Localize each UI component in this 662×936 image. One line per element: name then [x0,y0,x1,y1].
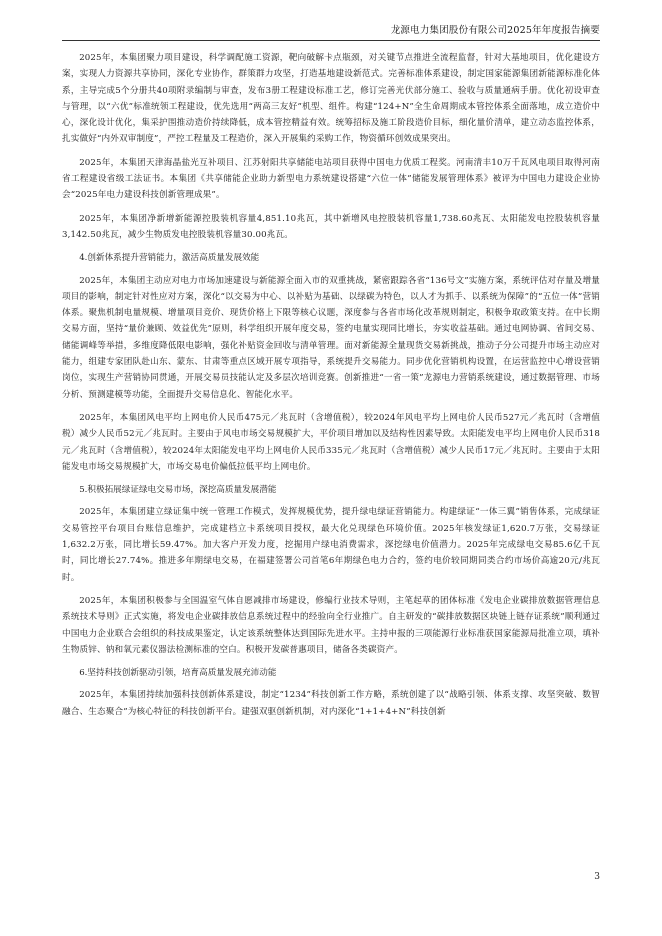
section-heading-green-certificates: 5.积极拓展绿证绿电交易市场，深挖高质量发展潜能 [79,485,277,496]
paragraph-marketing-system: 2025年，本集团主动应对电力市场加速建设与新能源全面入市的双重挑战，紧密跟踪各省“136号文”实施方案，系统评估对存量及增量项目的影响，制定针对性应对方案，深化“以交易为中心、以补贴为基础、以绿碳为特色，以人才为抓手、以系统为保障”的“五位一体”营销体系。聚焦机制电量规模、增量项目竞价、现货价格上下限等核心议题，深度参与各省市场化改革规则制定，积极争取政策支持。在中长期交易方面，坚持“量价兼顾、效益优先”原则，科学组织开展年度交易，签约电量实现同比增长，夯实收益基础。通过电网协调、省间交易、储能调峰等举措，多维度降低限电影响，强化补贴资金回收与清单管理。面对新能源全量现货交易新挑战，推动子分公司提升市场主动应对能力，组建专家团队赴山东、蒙东、甘肃等重点区域开展专项指导，系统提升交易能力。同步优化营销机构设置，在运营监控中心增设营销岗位，实现生产营销协同贯通，开展交易员技能认定及多层次培训竞赛。创新推进“一省一策”龙源电力营销系统建设，通过数据管理、市场分析、预测建模等功能，全面提升交易信息化、智能化水平。 [62,275,600,400]
header-divider [62,40,600,41]
section-heading-innovation: 6.坚持科技创新驱动引领，培育高质量发展充沛动能 [79,668,277,679]
paragraph-innovation: 2025年，本集团持续加强科技创新体系建设，制定“1234”科技创新工作方略，系统创建了以“战略引领、体系支撑、攻坚突破、数智融合、生态聚合”为核心特征的科技创新平台。建强双驱创新机制，对内深化“1+1+4+N”科技创新 [62,690,600,717]
report-header-title: 龙源电力集团股份有限公司2025年年度报告摘要 [390,25,600,36]
paragraph-quality-awards: 2025年，本集团天津海晶盐光互补项目、江苏射阳共享储能电站项目获得中国电力优质工程奖。河南清丰10万千瓦风电项目取得河南省工程建设省级工法证书。本集团《共享储能企业助力新型电力系统建设搭建“六位一体”储能发展管理体系》被评为中国电力建设企业协会“2025年电力建设科技创新管理成果”。 [62,157,600,201]
page-content [62,50,600,727]
page-number: 3 [594,872,600,882]
paragraph-tariff: 2025年，本集团风电平均上网电价人民币475元／兆瓦时（含增值税），较2024年风电平均上网电价人民币527元／兆瓦时（含增值税）减少人民币52元／兆瓦时。主要由于风电市场交易规模扩大，平价项目增加以及结构性因素导致。太阳能发电平均上网电价人民币318元／兆瓦时（含增值税），较2024年太阳能发电平均上网电价人民币335元／兆瓦时（含增值税）减少人民币17元／兆瓦时。主要由于太阳能发电市场交易规模扩大，市场交易电价偏低拉低平均上网电价。 [62,412,600,472]
section-heading-marketing: 4.创新体系提升营销能力，激活高质量发展效能 [79,253,260,264]
paragraph-carbon-market: 2025年，本集团积极参与全国温室气体自愿减排市场建设，修编行业技术导则，主笔起草的团体标准《发电企业碳排放数据管理信息系统技术导则》正式实施，将发电企业碳排放信息系统过程中的经验向全行业推广。自主研发的“碳排放数据区块链上链存证系统”顺利通过中国电力企业联合会组织的科技成果鉴定，认定该系统整体达到国际先进水平。主持申报的三项能源行业标准获国家能源局批准立项，填补生物质锌、钠和氧元素仪器法检测标准的空白。积极开发碳普惠项目，储备各类碳资产。 [62,595,600,655]
paragraph-installed-capacity: 2025年，本集团净新增新能源控股装机容量4,851.10兆瓦，其中新增风电控股装机容量1,738.60兆瓦、太阳能发电控股装机容量3,142.50兆瓦，减少生物质发电控股装机容量30.00兆瓦。 [62,213,600,240]
paragraph-green-certificates: 2025年，本集团建立绿证集中统一管理工作模式，发挥规模优势，提升绿电绿证营销能力。构建绿证“一体三翼”销售体系，完成绿证交易管控平台项目台账信息维护，完成建档立卡系统项目授权，最大化兑现绿色环境价值。2025年核发绿证1,620.7万张，交易绿证1,632.2万张，同比增长59.47%。加大客户开发力度，挖掘用户绿电消费需求，深挖绿电价值潜力。2025年完成绿电交易85.6亿千瓦时，同比增长27.74%。推进多年期绿电交易，在福建签署公司首笔6年期绿色电力合约，签约电价较同期同类合约市场价高逾20元/兆瓦时。 [62,507,600,583]
paragraph-project-construction: 2025年，本集团聚力项目建设，科学调配施工资源，靶向破解卡点瓶颈，对关键节点推进全流程监督，针对大基地项目，优化建设方案，实现人力资源共享协同，深化专业协作，群策群力攻坚，打造基地建设新范式。完善标准体系建设，制定国家能源集团新能源标准化体系，主导完成5个分册共40项附录编制与审查，发布3册工程建设标准工艺，修订完善光伏部分施工、验收与质量通病手册。优化初设审查与管理，以“六优”标准统领工程建设，优先选用“两高三友好”机型、组件。构建“124+N”全生命周期成本管控体系全面落地，成立造价中心，深化设计优化，集采护围推动造价持续降低，成本管控精益有效。统筹招标及施工阶段造价目标，细化量价清单，建立动态监控体系，扎实做好“内外双审制度”，严控工程量及工程造价，深入开展集约采购工作，物资循环创效成果突出。 [62,53,600,145]
